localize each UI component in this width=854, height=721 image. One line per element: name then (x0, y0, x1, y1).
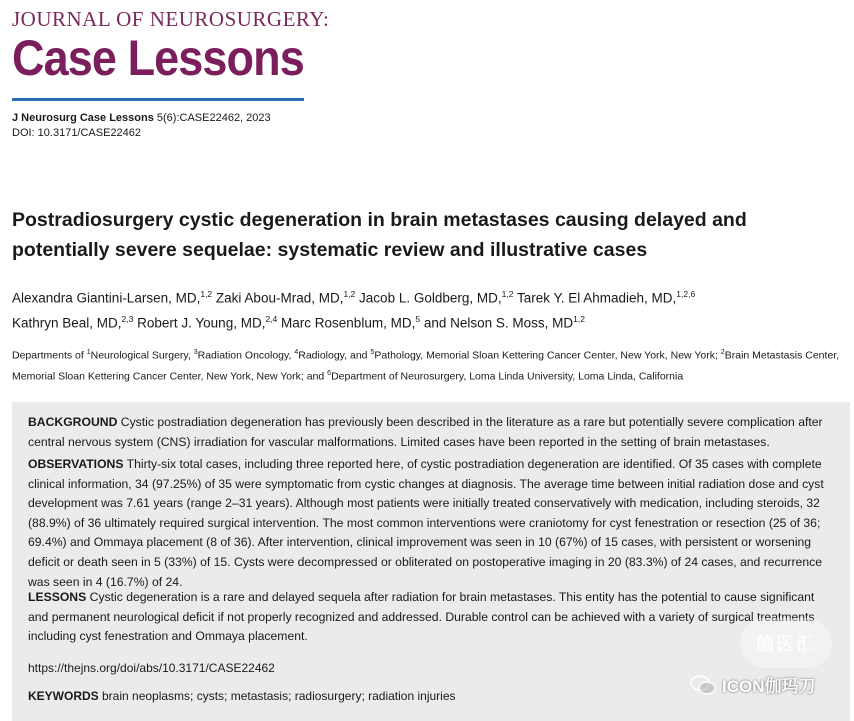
doi-link[interactable]: https://thejns.org/doi/abs/10.3171/CASE22462 (28, 661, 275, 675)
abstract-lessons (28, 588, 838, 647)
author-name: Alexandra Giantini-Larsen, MD, (12, 290, 201, 306)
section-heading: OBSERVATIONS (28, 457, 124, 471)
affiliation-marker: 6 (327, 369, 332, 377)
citation-line (12, 111, 271, 126)
author-name: and Nelson S. Moss, MD (420, 315, 574, 330)
affiliation-text: Radiology, and (298, 349, 371, 362)
author-name: Kathryn Beal, MD, (12, 315, 122, 330)
doi: DOI: 10.3171/CASE22462 (12, 127, 142, 139)
author-name: Marc Rosenblum, MD, (277, 315, 416, 330)
author-affiliation: 1,2 (501, 289, 514, 299)
author-affiliation: 2,4 (265, 313, 278, 324)
watermark-text: ICON伽玛刀 (722, 677, 816, 696)
author-name: Jacob L. Goldberg, MD, (355, 290, 502, 306)
affiliation-marker: 3 (193, 349, 198, 356)
author-affiliation: 5 (415, 313, 421, 324)
series-name: Case Lessons (12, 30, 304, 86)
affiliations (12, 344, 842, 385)
watermark-caption (690, 672, 816, 697)
author-affiliation: 2,3 (121, 313, 134, 324)
volume-info: 5(6):CASE22462, 2023 (153, 112, 271, 124)
affiliation-marker: 2 (720, 349, 725, 356)
wechat-icon (690, 675, 716, 695)
affiliation-marker: 1 (86, 349, 91, 356)
affiliation-marker: 5 (370, 349, 375, 356)
keywords-text: brain neoplasms; cysts; metastasis; radiosurgery; radiation injuries (98, 689, 456, 703)
affiliation-text: Radiation Oncology, (197, 349, 295, 362)
affiliation-text: Departments of (12, 349, 87, 362)
affiliation-text: Brain Metastasis Center, Memorial Sloan Kettering Cancer Center, New York, New York; and (12, 349, 840, 382)
masthead-rule (12, 98, 304, 101)
author-affiliation: 1,2 (573, 313, 585, 324)
article-title: Postradiosurgery cystic degeneration in brain metastases causing delayed and potentially severe sequelae: systematic review and illustrative cases (12, 209, 747, 261)
section-text: Cystic postradiation degeneration has previously been described in the literature as a rare but potentially severe complication after central nervous system (CNS) irradiation for vascular malformations. Limited cases have been reported in the setting of brain metastases. (28, 415, 823, 449)
author-line (12, 309, 842, 334)
keywords-heading: KEYWORDS (28, 689, 99, 703)
watermark-logo-text: 脑医汇 (756, 634, 816, 654)
journal-abbrev: J Neurosurg Case Lessons (12, 112, 154, 124)
watermark-logo (740, 618, 832, 668)
affiliation-marker: 4 (294, 349, 299, 356)
author-name: Zaki Abou-Mrad, MD, (212, 290, 344, 306)
affiliation-text: Department of Neurosurgery, Loma Linda University, Loma Linda, California (331, 370, 684, 382)
section-text: Thirty-six total cases, including three reported here, of cystic postradiation degeneration are identified. Of 35 cases with complete clinical information, 34 (97.25%) of 35 were symptomatic from cystic changes at diagnosis. The average time between initial radiation dose and cyst development was 7.61 years (range 2–31 years). Although most patients were initially treated conservatively with medication, including steroids, 32 (88.9%) of 36 ultimately required surgical intervention. The most common interventions were craniotomy for cyst fenestration or resection (25 of 36; 69.4%) and Ommaya placement (8 of 36). After intervention, clinical improvement was seen in 10 (67%) of 15 cases, with persistent or worsening deficit or death seen in 5 (33%) of 15. Cysts were decompressed or obliterated on postoperative imaging in 20 (83.3%) of 24 cases, and recurrence was seen in 4 (16.7%) of 24. (28, 457, 824, 589)
author-name: Robert J. Young, MD, (133, 315, 266, 330)
masthead (12, 8, 336, 86)
author-name: Tarek Y. El Ahmadieh, MD, (513, 290, 677, 306)
section-heading: BACKGROUND (28, 415, 118, 429)
author-line (12, 284, 842, 309)
keywords (28, 688, 456, 704)
author-affiliation: 1,2 (343, 289, 356, 299)
affiliation-text: Pathology, Memorial Sloan Kettering Cancer Center, New York, New York; (374, 349, 721, 362)
author-affiliation: 1,2,6 (676, 289, 696, 299)
affiliation-text: Neurological Surgery, (90, 349, 194, 362)
section-text: Cystic degeneration is a rare and delayed sequela after radiation for brain metastases. This entity has the potential to cause significant and permanent neurological deficit if not properly recognized and addressed. Durable control can be achieved with a variety of surgical treatments including cyst fenestration and Ommaya placement. (28, 590, 815, 644)
section-heading: LESSONS (28, 590, 87, 604)
journal-name: JOURNAL OF NEUROSURGERY: (12, 7, 330, 31)
author-list (12, 284, 842, 333)
abstract-observations (28, 455, 838, 592)
abstract-background (28, 413, 838, 452)
citation (12, 111, 271, 141)
author-affiliation: 1,2 (200, 289, 213, 299)
